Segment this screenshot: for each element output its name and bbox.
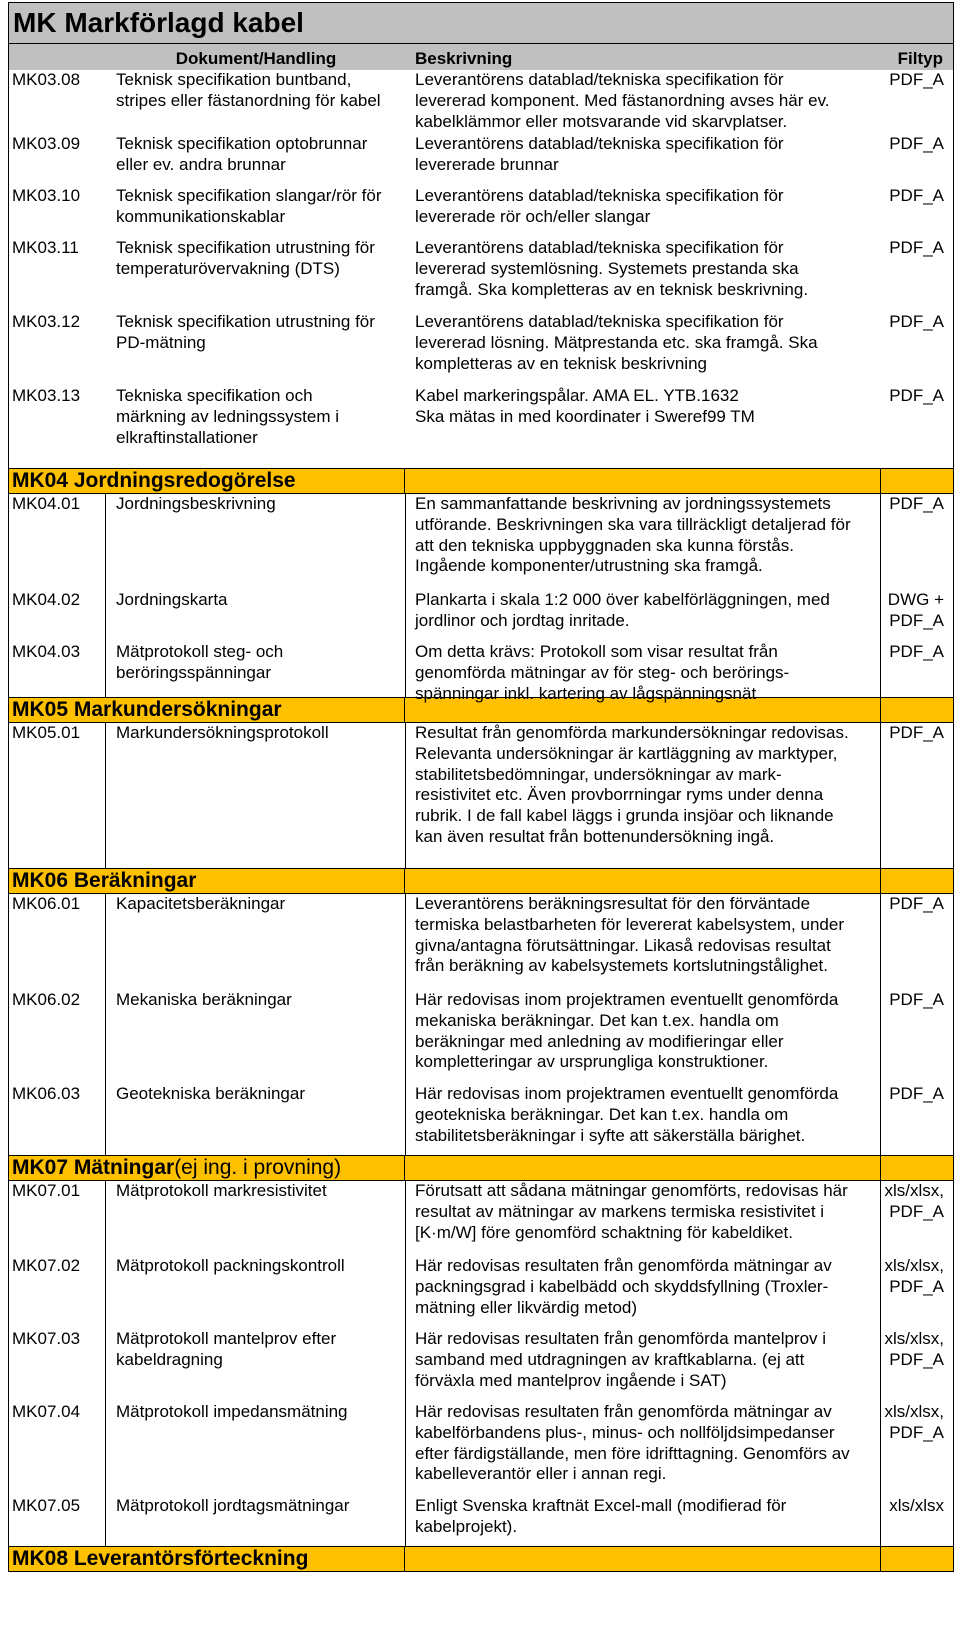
cell-line: Teknisk specifikation buntband, xyxy=(116,70,352,89)
cell-line: En sammanfattande beskrivning av jordningssystemets xyxy=(415,494,831,513)
cell-line: kompletteringar av ursprungliga konstruktioner. xyxy=(415,1052,769,1072)
row-code: MK06.01 xyxy=(9,894,106,988)
row-filetype xyxy=(881,894,953,988)
cell-line: Teknisk specifikation optobrunnar xyxy=(116,134,368,153)
row-code: MK07.01 xyxy=(9,1181,106,1254)
row-document xyxy=(106,1400,406,1494)
section-title-text: MK05 Markundersökningar xyxy=(12,698,282,721)
cell-line: PDF_A xyxy=(889,990,944,1009)
row-code: MK07.02 xyxy=(9,1254,106,1327)
cell-line: Leverantörens datablad/tekniska specifikation för xyxy=(415,312,784,331)
cell-line: PDF_A xyxy=(889,894,944,913)
row-filetype xyxy=(881,1327,953,1400)
table-row xyxy=(8,988,954,1082)
cell-line: Här redovisas resultaten från genomförda mantelprov i xyxy=(415,1329,827,1348)
cell-line: termiska belastbarheten för levererat kabelsystem, under xyxy=(415,914,844,934)
cell-line: PDF_A xyxy=(889,610,944,630)
row-code: MK03.10 xyxy=(12,186,81,205)
table-body xyxy=(8,70,954,1572)
cell-line: kommunikationskablar xyxy=(116,206,286,226)
section-header-spacer xyxy=(405,698,881,722)
cell-line: kompletteras av en teknisk beskrivning xyxy=(415,353,707,373)
cell-line: Här redovisas resultaten från genomförda mätningar av xyxy=(415,1256,832,1275)
cell-line: PDF_A xyxy=(889,386,944,405)
row-code: MK03.12 xyxy=(12,312,81,331)
table-row xyxy=(8,1082,954,1155)
section-header-spacer xyxy=(405,1156,881,1180)
row-code: MK04.01 xyxy=(9,494,106,588)
table-row xyxy=(8,384,954,468)
cell-line: levererad komponent. Med fästanordning avses här ev. xyxy=(415,90,830,110)
cell-line: xls/xlsx, xyxy=(884,1329,944,1348)
row-filetype xyxy=(881,184,953,236)
row-filetype xyxy=(881,1254,953,1327)
section-title xyxy=(9,698,405,722)
cell-line: stabilitetsbedömningar, undersökningar av mark- xyxy=(415,764,782,784)
table-row xyxy=(8,310,954,384)
cell-line: Tekniska specifikation och xyxy=(116,386,313,405)
cell-line: kabelprojekt). xyxy=(415,1516,518,1536)
row-document xyxy=(106,1494,406,1546)
cell-line: utförande. Beskrivningen ska vara tillräckligt detaljerad för xyxy=(415,514,851,534)
row-filetype xyxy=(881,1400,953,1494)
cell-line: rubrik. I de fall kabel läggs i grunda insjöar och liknande xyxy=(415,806,834,826)
cell-line: PDF_A xyxy=(889,1276,944,1296)
cell-line: geotekniska beräkningar. Det kan t.ex. handla om xyxy=(415,1104,789,1124)
table-row xyxy=(8,640,954,703)
cell-line: samband med utdragningen av kraftkablarna. (ej att xyxy=(415,1349,805,1369)
row-document xyxy=(106,494,406,588)
table-row xyxy=(8,723,954,868)
row-document xyxy=(106,723,406,868)
cell-line: xls/xlsx, xyxy=(884,1181,944,1200)
row-filetype xyxy=(881,1082,953,1155)
row-code: MK03.08 xyxy=(12,70,81,89)
cell-line: beräkningar med anledning av modifieringar eller xyxy=(415,1031,784,1051)
table-row xyxy=(8,236,954,310)
cell-line: levererade rör och/eller slangar xyxy=(415,206,651,226)
section-title xyxy=(9,869,405,893)
cell-line: PDF_A xyxy=(889,494,944,513)
row-description xyxy=(406,384,881,468)
table-row xyxy=(8,1327,954,1400)
cell-line: Teknisk specifikation utrustning för xyxy=(116,312,375,331)
cell-line: PD-mätning xyxy=(116,332,206,352)
cell-line: PDF_A xyxy=(889,1349,944,1369)
section-title xyxy=(9,1547,405,1571)
row-filetype xyxy=(881,640,953,697)
cell-line: Leverantörens datablad/tekniska specifikation för xyxy=(415,134,784,153)
row-filetype xyxy=(881,236,953,310)
cell-line: kabelklämmor eller motsvarande vid skarvplatser. xyxy=(415,111,788,131)
row-document xyxy=(106,236,406,310)
row-description xyxy=(406,588,881,640)
cell-line: spänningar inkl. kartering av lågspänningsnät xyxy=(415,683,757,703)
cell-line: levererade brunnar xyxy=(415,154,559,174)
document-title-bar xyxy=(8,2,954,44)
row-description xyxy=(406,494,881,588)
row-description xyxy=(406,132,881,184)
row-description xyxy=(406,988,881,1082)
row-description xyxy=(406,1082,881,1155)
cell-line: kabeldragning xyxy=(116,1349,223,1369)
cell-line: Resultat från genomförda markundersökningar redovisas. xyxy=(415,723,849,742)
row-code: MK07.03 xyxy=(9,1327,106,1400)
cell-line: Kapacitetsberäkningar xyxy=(116,894,286,913)
cell-line: från beräkning av kabelsystemets kortslutningstålighet. xyxy=(415,956,828,976)
cell-line: PDF_A xyxy=(889,723,944,742)
cell-line: stripes eller fästanordning för kabel xyxy=(116,90,381,110)
cell-line: PDF_A xyxy=(889,186,944,205)
table-row xyxy=(8,1494,954,1546)
row-document xyxy=(106,588,406,640)
section-header xyxy=(8,468,954,494)
cell-line: Teknisk specifikation utrustning för xyxy=(116,238,375,257)
row-code: MK07.04 xyxy=(9,1400,106,1494)
row-code: MK07.05 xyxy=(9,1494,106,1546)
row-description xyxy=(406,1254,881,1327)
section-title-text: MK06 Beräkningar xyxy=(12,869,197,892)
section-header-spacer xyxy=(405,469,881,493)
row-filetype xyxy=(881,1181,953,1254)
row-code: MK04.03 xyxy=(9,640,106,697)
cell-line: elkraftinstallationer xyxy=(116,427,258,447)
row-filetype xyxy=(881,988,953,1082)
cell-line: Ska mätas in med koordinater i Sweref99 TM xyxy=(415,406,755,426)
row-code: MK04.02 xyxy=(9,588,106,640)
row-description xyxy=(406,723,881,868)
cell-line: mätning eller likvärdig metod) xyxy=(415,1297,638,1317)
row-code: MK03.09 xyxy=(12,134,81,153)
cell-line: Kabel markeringspålar. AMA EL. YTB.1632 xyxy=(415,386,739,405)
document-title: MK Markförlagd kabel xyxy=(13,7,304,38)
cell-line: Om detta krävs: Protokoll som visar resultat från xyxy=(415,642,778,661)
row-description xyxy=(406,184,881,236)
cell-line: Mätprotokoll steg- och xyxy=(116,642,284,661)
cell-line: Mätprotokoll markresistivitet xyxy=(116,1181,327,1200)
row-description xyxy=(406,1494,881,1546)
row-document xyxy=(106,384,406,468)
cell-line: Mätprotokoll packningskontroll xyxy=(116,1256,345,1275)
cell-line: efter färdigställande, men före idrifttagning. Genomförs av xyxy=(415,1443,850,1463)
row-document xyxy=(106,1327,406,1400)
column-header-document: Dokument/Handling xyxy=(175,49,337,68)
row-description xyxy=(406,1327,881,1400)
row-document xyxy=(106,894,406,988)
cell-line: jordlinor och jordtag inritade. xyxy=(415,610,630,630)
table-row xyxy=(8,588,954,640)
row-document xyxy=(106,1254,406,1327)
cell-line: Här redovisas resultaten från genomförda mätningar av xyxy=(415,1402,832,1421)
cell-line: PDF_A xyxy=(889,134,944,153)
cell-line: Teknisk specifikation slangar/rör för xyxy=(116,186,382,205)
section-header xyxy=(8,697,954,723)
row-description xyxy=(406,640,881,703)
cell-line: eller ev. andra brunnar xyxy=(116,154,286,174)
cell-line: Förutsatt att sådana mätningar genomförts, redovisas här xyxy=(415,1181,848,1200)
row-description xyxy=(406,1400,881,1494)
table-row xyxy=(8,494,954,588)
row-code: MK05.01 xyxy=(9,723,106,868)
cell-line: Geotekniska beräkningar xyxy=(116,1084,306,1103)
cell-line: DWG + xyxy=(887,590,944,609)
cell-line: Leverantörens datablad/tekniska specifikation för xyxy=(415,70,784,89)
row-document xyxy=(106,132,406,184)
cell-line: Leverantörens datablad/tekniska specifikation för xyxy=(415,186,784,205)
cell-line: xls/xlsx, xyxy=(884,1402,944,1421)
row-document xyxy=(106,640,406,697)
table-row xyxy=(8,1254,954,1327)
column-header-filetype: Filtyp xyxy=(897,49,943,68)
section-title-text: MK08 Leverantörsförteckning xyxy=(12,1547,309,1570)
row-code: MK06.02 xyxy=(9,988,106,1082)
row-code: MK03.11 xyxy=(12,238,79,257)
cell-line: PDF_A xyxy=(889,70,944,89)
section-header-spacer xyxy=(405,1547,881,1571)
cell-line: PDF_A xyxy=(889,238,944,257)
section-header xyxy=(8,1546,954,1572)
cell-line: Jordningsbeskrivning xyxy=(116,494,276,513)
table-row xyxy=(8,894,954,988)
cell-line: Mätprotokoll jordtagsmätningar xyxy=(116,1496,350,1515)
section-header xyxy=(8,1155,954,1181)
cell-line: Ingående komponenter/utrustning ska framgå. xyxy=(415,556,763,576)
section-title-text: MK07 Mätningar xyxy=(12,1156,175,1179)
cell-line: kabelförbandens plus-, minus- och nollföljdsimpedanser xyxy=(415,1422,835,1442)
cell-line: mekaniska beräkningar. Det kan t.ex. handla om xyxy=(415,1010,779,1030)
column-header-row xyxy=(8,44,954,70)
row-filetype xyxy=(881,384,953,468)
table-row xyxy=(8,132,954,184)
row-description xyxy=(406,894,881,988)
table-row xyxy=(8,184,954,236)
section-title-suffix: (ej ing. i provning) xyxy=(174,1156,342,1179)
row-filetype xyxy=(881,494,953,588)
row-code: MK03.13 xyxy=(12,386,81,405)
cell-line: xls/xlsx xyxy=(889,1496,944,1515)
cell-line: PDF_A xyxy=(889,1201,944,1221)
row-description xyxy=(406,236,881,310)
cell-line: Plankarta i skala 1:2 000 över kabelförläggningen, med xyxy=(415,590,830,609)
cell-line: att den tekniska uppbyggnaden ska kunna förstås. xyxy=(415,535,794,555)
cell-line: temperaturövervakning (DTS) xyxy=(116,258,340,278)
row-filetype xyxy=(881,132,953,184)
cell-line: kabelleverantör eller i annan regi. xyxy=(415,1464,667,1484)
table-row xyxy=(8,70,954,132)
cell-line: kan även resultat från bottenundersökning ingå. xyxy=(415,826,775,846)
cell-line: xls/xlsx, xyxy=(884,1256,944,1275)
cell-line: givna/antagna förutsättningar. Likaså redovisas resultat xyxy=(415,935,831,955)
cell-line: Enligt Svenska kraftnät Excel-mall (modifierad för xyxy=(415,1496,787,1515)
cell-line: märkning av ledningssystem i xyxy=(116,406,339,426)
table-row xyxy=(8,1181,954,1254)
cell-line: PDF_A xyxy=(889,312,944,331)
cell-line: Leverantörens datablad/tekniska specifikation för xyxy=(415,238,784,257)
cell-line: levererad lösning. Mätprestanda etc. ska framgå. Ska xyxy=(415,332,818,352)
cell-line: förväxla med mantelprov ingående i SAT) xyxy=(415,1370,727,1390)
section-header xyxy=(8,868,954,894)
document-table xyxy=(8,2,954,1572)
row-filetype xyxy=(881,1494,953,1546)
cell-line: framgå. Ska kompletteras av en teknisk beskrivning. xyxy=(415,279,809,299)
section-title-text: MK04 Jordningsredogörelse xyxy=(12,469,296,492)
cell-line: genomförda mätningar av för steg- och berörings- xyxy=(415,662,790,682)
row-filetype xyxy=(881,588,953,640)
row-description xyxy=(406,310,881,384)
cell-line: [K·m/W] före genomförd schaktning för kabeldiket. xyxy=(415,1222,793,1242)
cell-line: stabilitetsberäkningar i syfte att säkerställa bärighet. xyxy=(415,1125,806,1145)
section-title xyxy=(9,1156,405,1180)
cell-line: Jordningskarta xyxy=(116,590,228,609)
cell-line: Relevanta undersökningar är kartläggning av marktyper, xyxy=(415,743,838,763)
cell-line: Mätprotokoll mantelprov efter xyxy=(116,1329,337,1348)
cell-line: resultat av mätningar av markens termiska resistivitet i xyxy=(415,1201,825,1221)
row-code: MK06.03 xyxy=(9,1082,106,1155)
row-document xyxy=(106,184,406,236)
cell-line: Mätprotokoll impedansmätning xyxy=(116,1402,348,1421)
section-header-spacer xyxy=(405,869,881,893)
row-filetype xyxy=(881,723,953,868)
cell-line: Här redovisas inom projektramen eventuellt genomförda xyxy=(415,1084,839,1103)
cell-line: beröringsspänningar xyxy=(116,662,271,682)
row-document xyxy=(106,1082,406,1155)
cell-line: Här redovisas inom projektramen eventuellt genomförda xyxy=(415,990,839,1009)
row-filetype xyxy=(881,310,953,384)
row-description xyxy=(406,70,881,132)
cell-line: Mekaniska beräkningar xyxy=(116,990,292,1009)
row-description xyxy=(406,1181,881,1254)
section-title xyxy=(9,469,405,493)
cell-line: PDF_A xyxy=(889,642,944,661)
column-header-description: Beskrivning xyxy=(415,49,513,68)
cell-line: Leverantörens beräkningsresultat för den förväntade xyxy=(415,894,811,913)
cell-line: resistivitet etc. Även provborrningar ryms under denna xyxy=(415,785,824,805)
row-document xyxy=(106,310,406,384)
cell-line: packningsgrad i kabelbädd och skyddsfyllning (Troxler- xyxy=(415,1276,829,1296)
cell-line: PDF_A xyxy=(889,1084,944,1103)
row-document xyxy=(106,1181,406,1254)
cell-line: PDF_A xyxy=(889,1422,944,1442)
row-document xyxy=(106,988,406,1082)
table-row xyxy=(8,1400,954,1494)
cell-line: levererad systemlösning. Systemets prestanda ska xyxy=(415,258,799,278)
row-document xyxy=(106,70,406,132)
row-filetype xyxy=(881,70,953,132)
cell-line: Markundersökningsprotokoll xyxy=(116,723,329,742)
